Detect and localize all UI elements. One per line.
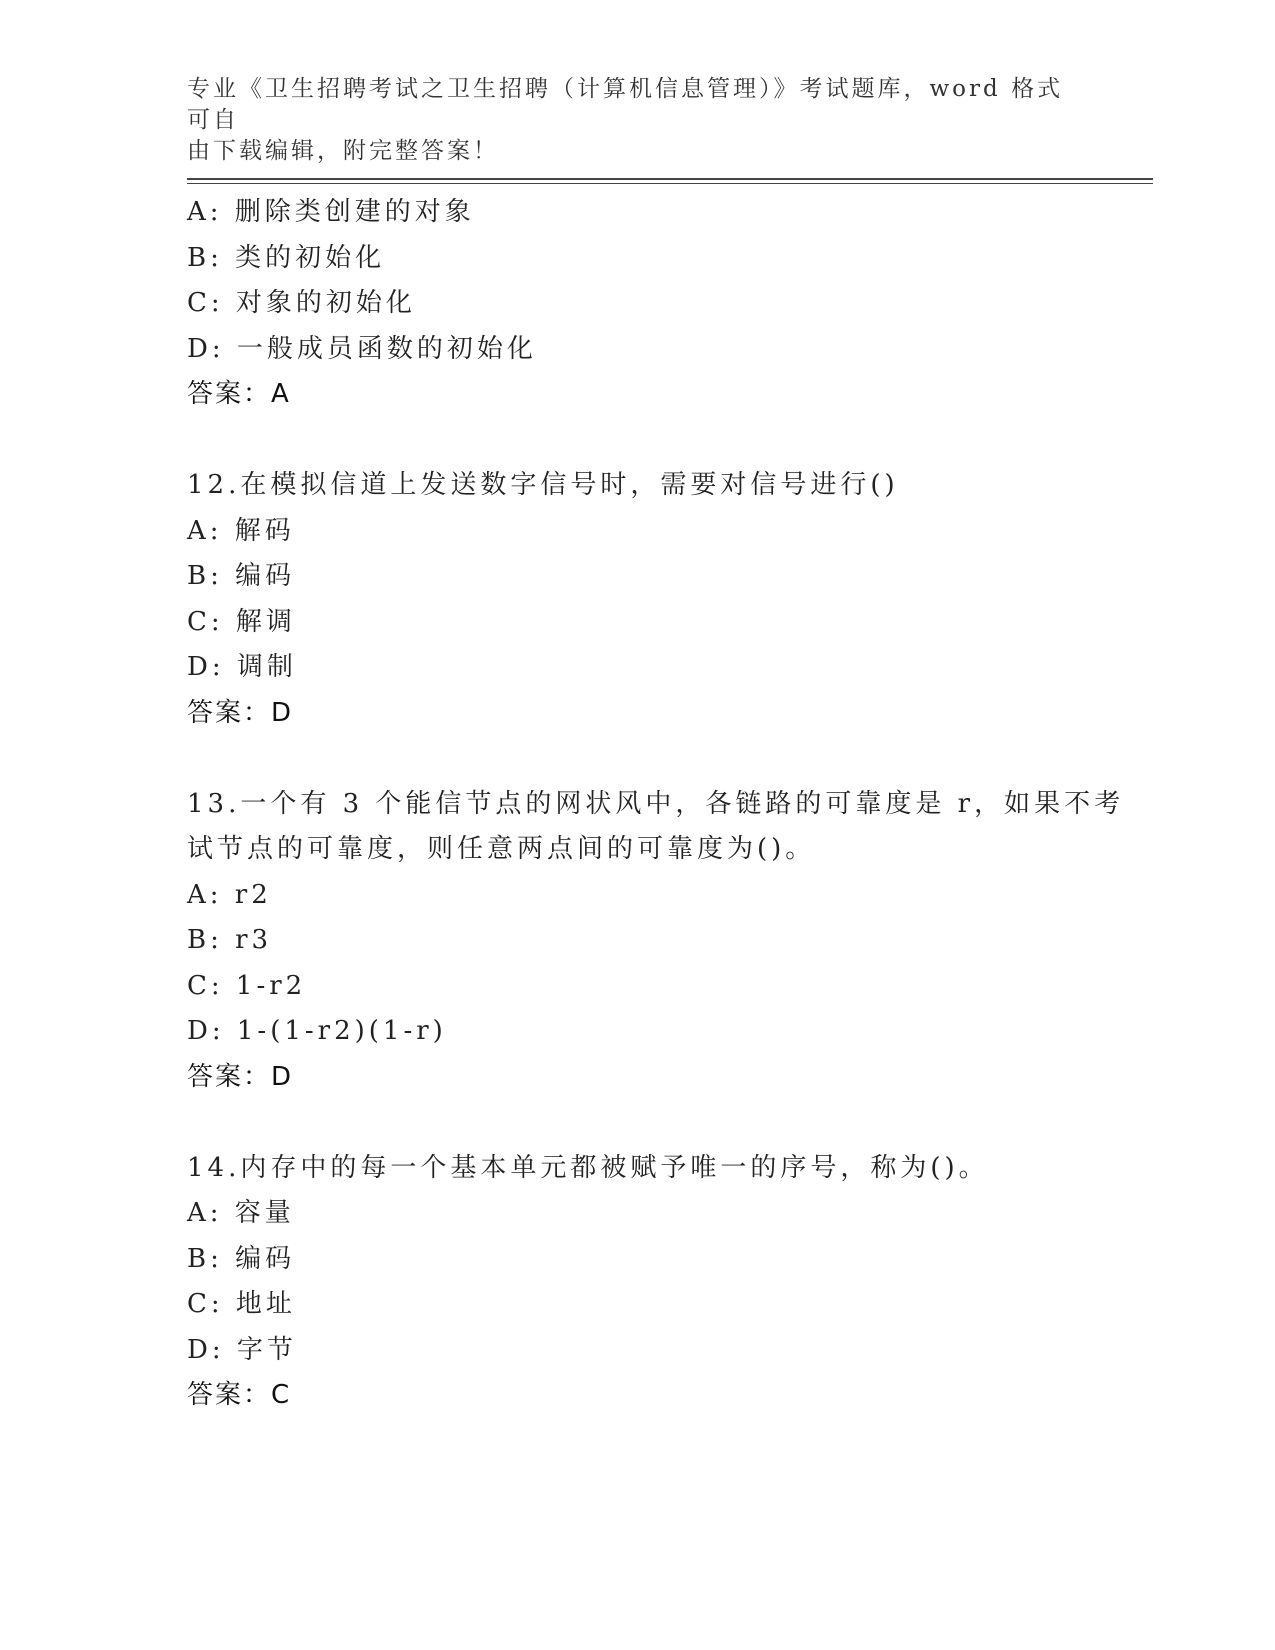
option-c: C: 解调 [187,606,296,637]
option-a: A: 删除类创建的对象 [187,197,475,227]
option-b: B: 类的初始化 [187,242,386,273]
header-divider-thin [187,183,1153,184]
document-header [187,74,1067,167]
question-13 [187,782,1125,1101]
header-line-2: 由下载编辑，附完整答案！ [187,138,499,164]
header-line-1: 专业《卫生招聘考试之卫生招聘（计算机信息管理）》考试题库，word 格式可自 [187,76,1064,133]
option-a: A: 容量 [187,1198,295,1228]
answer-line: 答案：A [187,379,291,409]
option-d: D: 调制 [187,652,297,682]
header-divider-thick [187,178,1153,180]
answer-line: 答案：D [187,697,294,728]
option-b: B: 编码 [187,561,296,591]
question-text-line-1: 13.一个有 3 个能信节点的网状风中，各链路的可靠度是 r，如果不考 [187,788,1125,819]
option-c: C: 对象的初始化 [187,288,416,318]
option-d: D: 字节 [187,1334,297,1365]
question-11 [187,190,1087,418]
answer-line: 答案：D [187,1061,294,1092]
question-text: 14.内存中的每一个基本单元都被赋予唯一的序号，称为()。 [187,1152,989,1183]
question-text: 12.在模拟信道上发送数字信号时，需要对信号进行() [187,470,899,500]
option-a: A: 解码 [187,515,295,546]
question-12 [187,463,1087,736]
option-b: B: 编码 [187,1243,296,1274]
option-a: A: r2 [187,879,272,910]
option-d: D: 1-(1-r2)(1-r) [187,1016,447,1046]
option-d: D: 一般成员函数的初始化 [187,333,537,364]
answer-line: 答案：C [187,1380,292,1410]
question-list [187,190,1125,1419]
option-c: C: 地址 [187,1289,296,1319]
question-14 [187,1146,1087,1419]
question-text-line-2: 试节点的可靠度，则任意两点间的可靠度为()。 [187,834,816,864]
option-c: C: 1-r2 [187,970,307,1001]
option-b: B: r3 [187,925,273,955]
